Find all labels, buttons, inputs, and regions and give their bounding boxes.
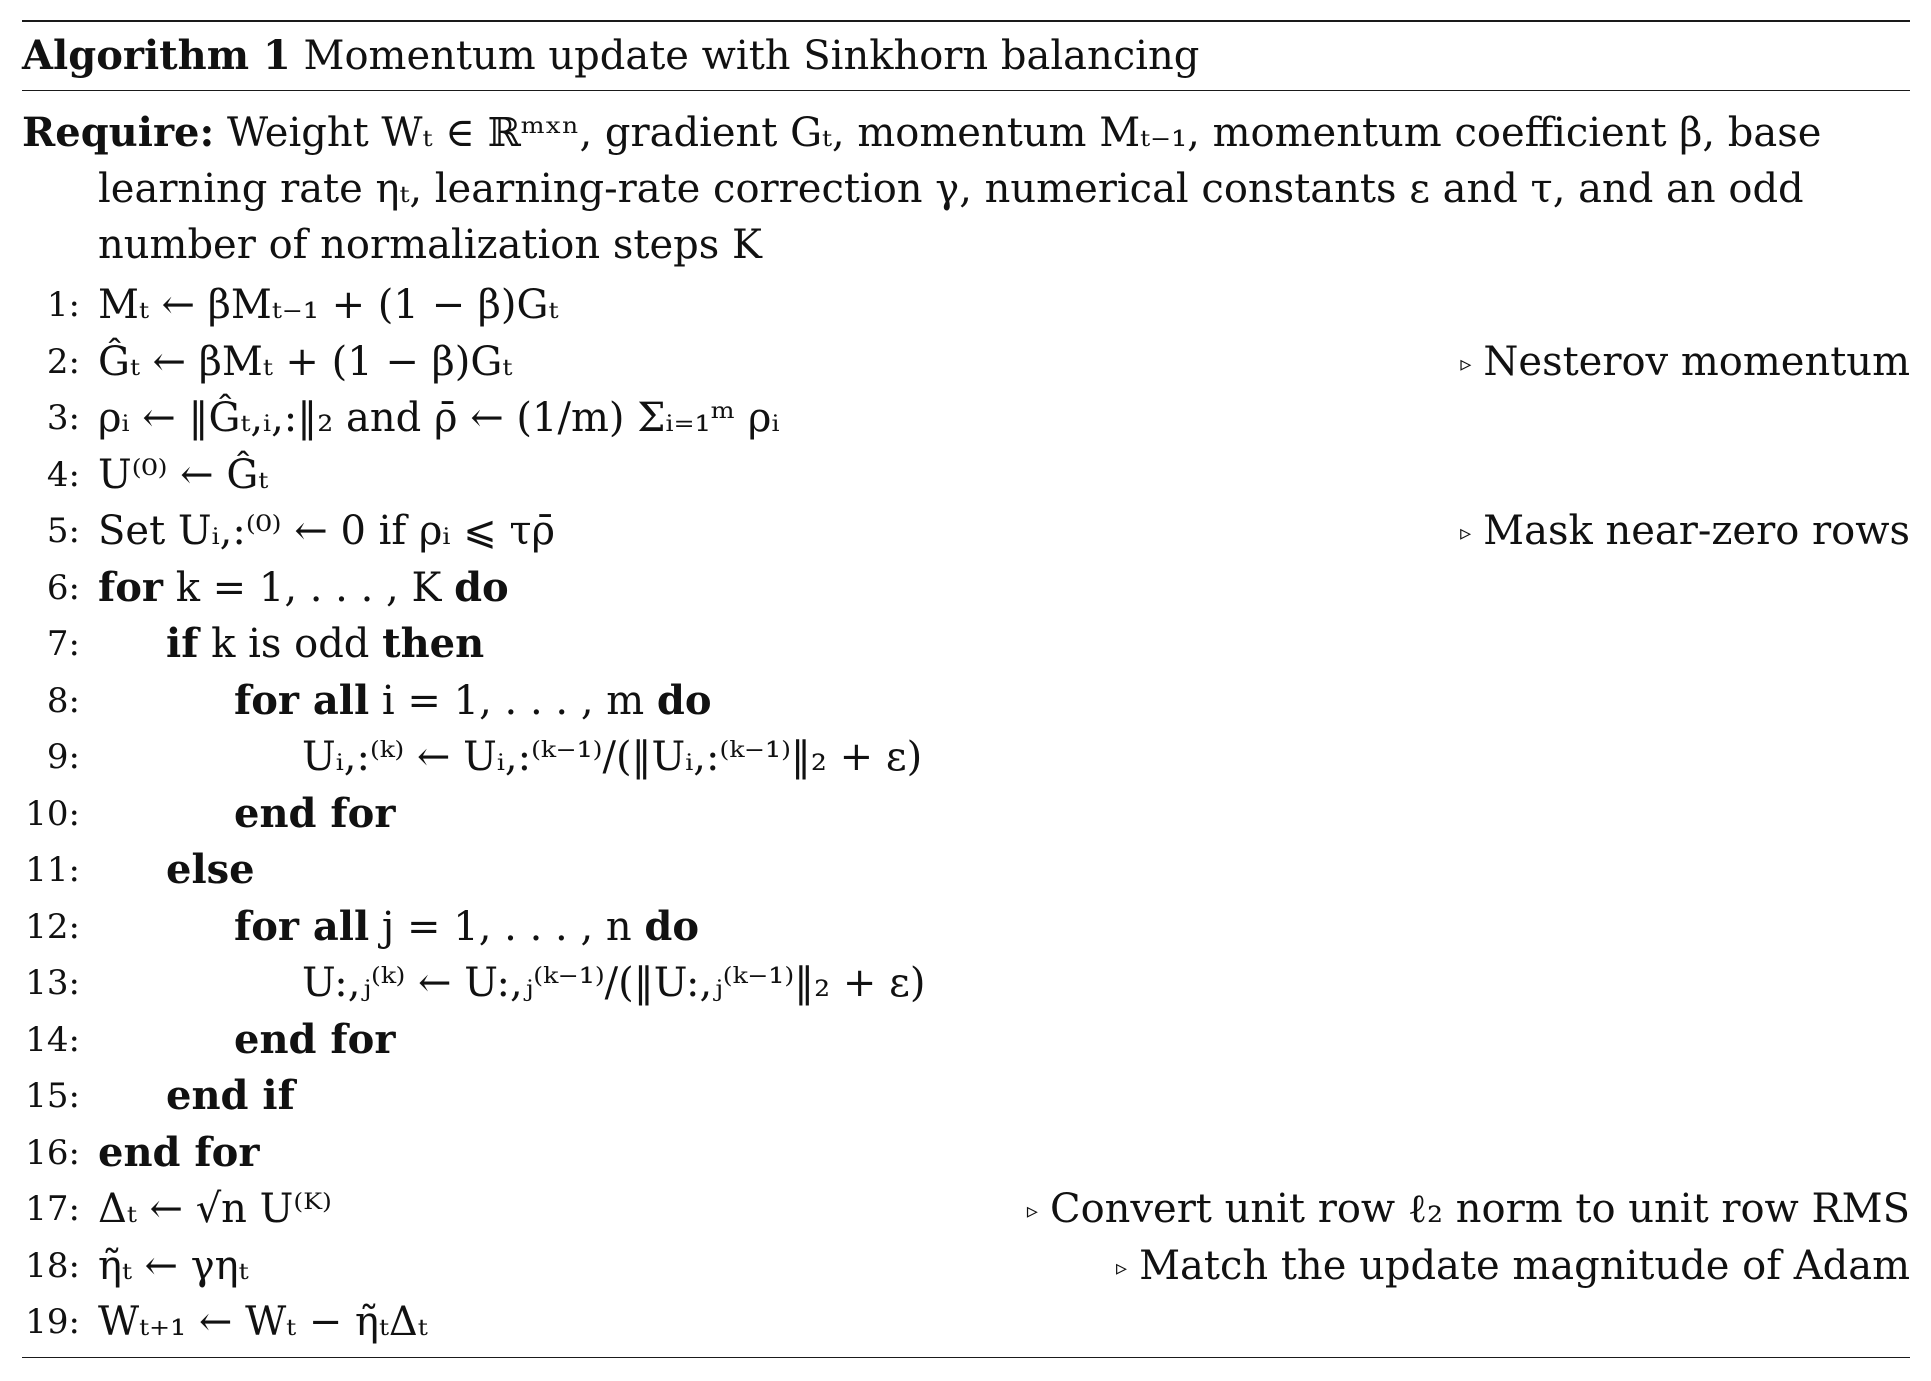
line-comment (1027, 1181, 1910, 1244)
keyword: else (166, 846, 255, 893)
line-statement (166, 842, 255, 898)
algorithm-line (22, 1181, 1910, 1238)
line-statement (234, 786, 395, 842)
line-number: 7 : (22, 616, 80, 672)
line-number: 10 : (22, 786, 80, 842)
algorithm-label: Algorithm 1 (22, 32, 291, 79)
keyword: end for (98, 1128, 260, 1176)
line-number: 11 : (22, 842, 80, 898)
statement-text: i = 1, . . . , m (381, 677, 645, 724)
require-statement (22, 105, 1910, 273)
line-comment (1116, 1238, 1910, 1301)
algorithm-line (22, 616, 1910, 673)
line-number: 3 : (22, 390, 80, 446)
line-statement (98, 390, 779, 446)
statement-text: j = 1, . . . , n (381, 903, 632, 950)
line-number: 18 : (22, 1238, 80, 1294)
line-number: 1 : (22, 277, 80, 333)
statement-text: η̃ₜ ← γηₜ (98, 1242, 249, 1289)
comment-triangle-icon: ▹ (1116, 1255, 1128, 1281)
comment-triangle-icon: ▹ (1460, 521, 1472, 546)
algorithm-line (22, 334, 1910, 391)
line-comment (1460, 334, 1910, 397)
algorithm-line (22, 390, 1910, 447)
statement-text: Ĝₜ ← βMₜ + (1 − β)Gₜ (98, 338, 513, 385)
keyword: for all (234, 676, 370, 724)
line-statement (234, 1012, 395, 1068)
keyword: do (454, 563, 509, 611)
line-statement (98, 277, 558, 333)
keyword: end for (234, 1015, 396, 1063)
algorithm-line (22, 503, 1910, 560)
algorithm-line (22, 729, 1910, 786)
line-number: 12 : (22, 899, 80, 955)
line-statement (166, 616, 484, 672)
algorithm-line (22, 1294, 1910, 1351)
algorithm-line (22, 277, 1910, 334)
algorithm-line (22, 899, 1910, 956)
statement-text: Uᵢ,:⁽ᵏ⁾ ← Uᵢ,:⁽ᵏ⁻¹⁾/(‖Uᵢ,:⁽ᵏ⁻¹⁾‖₂ + ε) (302, 734, 923, 780)
require-text: Weight Wₜ ∈ ℝᵐˣⁿ, gradient Gₜ, momentum Mₜ₋₁, momentum coefficient β, base learning rate ηₜ, learning-rate correction γ, numerical constants ε and τ, and an odd number of normalization steps K (98, 110, 1822, 268)
line-statement (302, 955, 925, 1011)
line-number: 8 : (22, 673, 80, 729)
top-rule (22, 20, 1910, 22)
algorithm-line (22, 1012, 1910, 1069)
algorithm-steps (22, 277, 1910, 1351)
statement-text: Δₜ ← √n U⁽ᴷ⁾ (98, 1186, 332, 1232)
line-statement (98, 1181, 332, 1237)
line-number: 9 : (22, 729, 80, 785)
line-statement (166, 1068, 295, 1124)
statement-text: U:,ⱼ⁽ᵏ⁾ ← U:,ⱼ⁽ᵏ⁻¹⁾/(‖U:,ⱼ⁽ᵏ⁻¹⁾‖₂ + ε) (302, 960, 926, 1006)
algorithm-title: Momentum update with Sinkhorn balancing (303, 33, 1200, 79)
caption-rule (22, 90, 1910, 91)
keyword: end for (234, 789, 396, 837)
algorithm-line (22, 1125, 1910, 1182)
algorithm-line (22, 1068, 1910, 1125)
keyword: for all (234, 902, 370, 950)
line-number: 2 : (22, 334, 80, 390)
line-statement (98, 503, 555, 559)
algorithm-line (22, 1238, 1910, 1295)
line-statement (98, 1238, 249, 1294)
keyword: end if (166, 1072, 295, 1119)
statement-text: Set Uᵢ,:⁽⁰⁾ ← 0 if ρᵢ ⩽ τρ̄ (98, 508, 556, 554)
statement-text: Wₜ₊₁ ← Wₜ − η̃ₜΔₜ (98, 1299, 428, 1345)
line-statement (302, 729, 922, 785)
comment-text: Mask near-zero rows (1483, 508, 1910, 554)
statement-text: k is odd (211, 621, 370, 667)
algorithm-line (22, 786, 1910, 843)
line-statement (234, 899, 699, 955)
keyword: do (644, 902, 700, 950)
algorithm-line (22, 955, 1910, 1012)
comment-text: Convert unit row ℓ₂ norm to unit row RMS (1049, 1186, 1910, 1232)
line-statement (98, 1125, 259, 1181)
statement-text: k = 1, . . . , K (175, 564, 442, 611)
algorithm-line (22, 560, 1910, 617)
algorithm-caption (22, 28, 1910, 84)
algorithm-line (22, 673, 1910, 730)
line-number: 4 : (22, 447, 80, 503)
keyword: for (98, 563, 163, 611)
line-number: 14 : (22, 1012, 80, 1068)
algorithm-block (22, 20, 1910, 1358)
line-comment (1460, 503, 1910, 566)
line-number: 5 : (22, 503, 80, 559)
line-number: 16 : (22, 1125, 80, 1181)
bottom-rule (22, 1357, 1910, 1358)
line-statement (234, 673, 712, 729)
line-number: 15 : (22, 1068, 80, 1124)
comment-triangle-icon: ▹ (1460, 351, 1472, 377)
require-label: Require: (22, 109, 215, 156)
line-number: 6 : (22, 560, 80, 616)
line-number: 13 : (22, 955, 80, 1011)
line-statement (98, 1294, 428, 1350)
line-statement (98, 334, 512, 390)
algorithm-line (22, 447, 1910, 504)
keyword: if (166, 620, 199, 667)
keyword: then (382, 620, 485, 667)
statement-text: U⁽⁰⁾ ← Ĝₜ (98, 451, 269, 498)
algorithm-line (22, 842, 1910, 899)
line-number: 19 : (22, 1294, 80, 1350)
comment-text: Match the update magnitude of Adam (1139, 1242, 1910, 1289)
line-statement (98, 560, 509, 616)
keyword: do (656, 676, 712, 724)
statement-text: Mₜ ← βMₜ₋₁ + (1 − β)Gₜ (98, 282, 559, 328)
line-number: 17 : (22, 1181, 80, 1237)
statement-text: ρᵢ ← ‖Ĝₜ,ᵢ,:‖₂ and ρ̄ ← (1/m) Σᵢ₌₁ᵐ ρᵢ (98, 395, 780, 441)
comment-text: Nesterov momentum (1483, 338, 1910, 385)
comment-triangle-icon: ▹ (1026, 1199, 1038, 1224)
line-statement (98, 447, 268, 503)
